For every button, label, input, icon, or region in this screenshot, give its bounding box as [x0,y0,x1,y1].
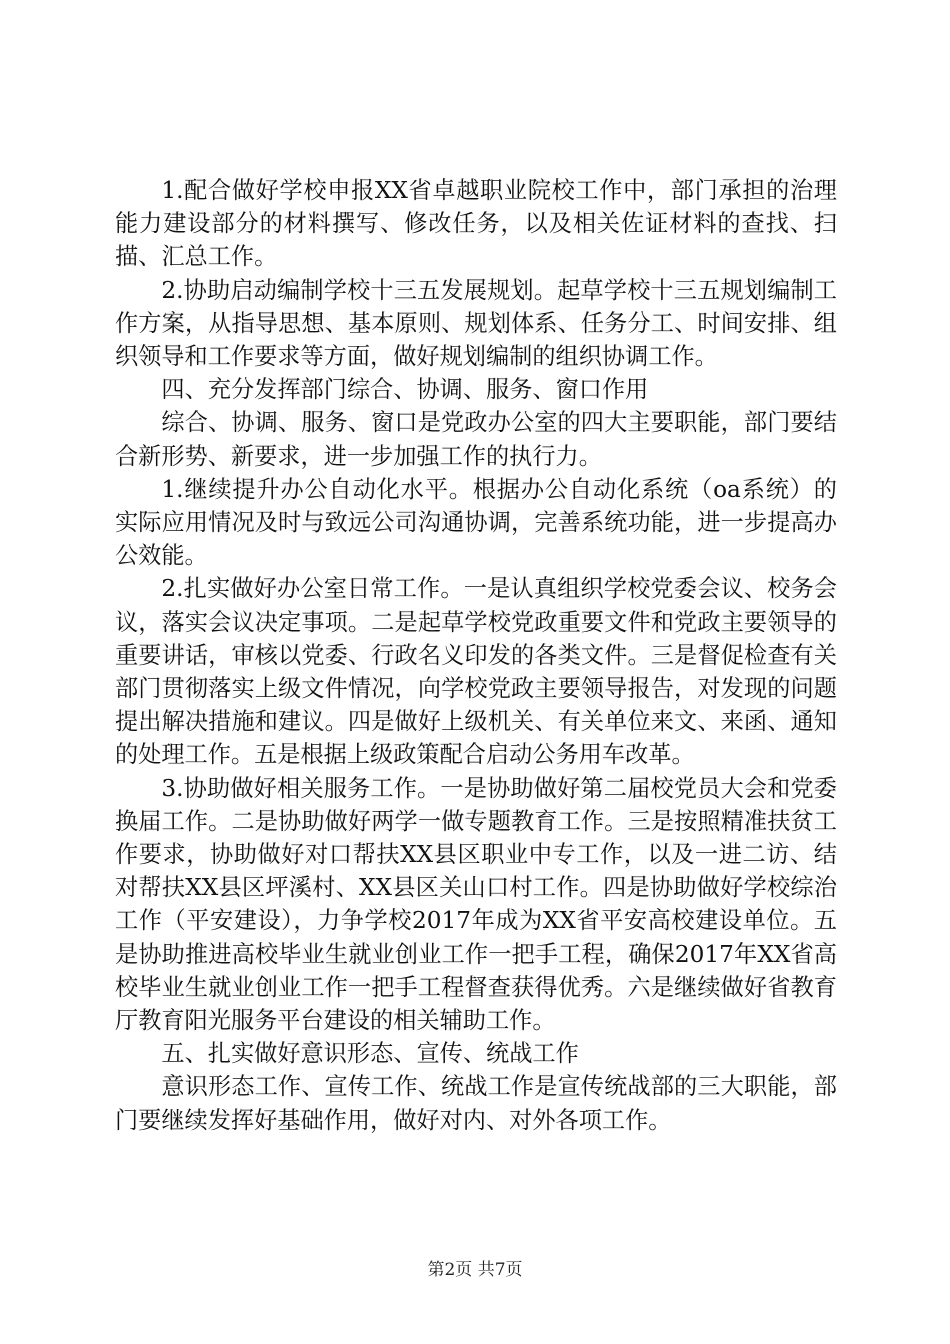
paragraph-4: 1.继续提升办公自动化水平。根据办公自动化系统（oa系统）的实际应用情况及时与致远公司沟通协调，完善系统功能，进一步提高办公效能。 [115,475,837,570]
page-number-footer: 第2页 共7页 [427,1260,523,1280]
paragraph-6: 3.协助做好相关服务工作。一是协助做好第二届校党员大会和党委换届工作。二是协助做好两学一做专题教育工作。三是按照精准扶贫工作要求，协助做好对口帮扶XX县区职业中专工作，以及一进二访、结对帮扶XX县区坪溪村、XX县区关山口村工作。四是协助做好学校综治工作（平安建设），力争学校2017年成为XX省平安高校建设单位。五是协助推进高校毕业生就业创业工作一把手工程，确保2017年XX省高校毕业生就业创业工作一把手工程督查获得优秀。六是继续做好省教育厅教育阳光服务平台建设的相关辅助工作。 [115,774,837,1035]
paragraph-5: 2.扎实做好办公室日常工作。一是认真组织学校党委会议、校务会议，落实会议决定事项。二是起草学校党政重要文件和党政主要领导的重要讲话，审核以党委、行政名义印发的各类文件。三是督促检查有关部门贯彻落实上级文件情况，向学校党政主要领导报告，对发现的问题提出解决措施和建议。四是做好上级机关、有关单位来文、来函、通知的处理工作。五是根据上级政策配合启动公务用车改革。 [115,575,837,769]
section-heading-4: 四、充分发挥部门综合、协调、服务、窗口作用 [161,376,649,404]
section-heading-5: 五、扎实做好意识形态、宣传、统战工作 [161,1040,579,1068]
paragraph-7: 意识形态工作、宣传工作、统战工作是宣传统战部的三大职能，部门要继续发挥好基础作用，做好对内、对外各项工作。 [115,1073,837,1134]
paragraph-1: 1.配合做好学校申报XX省卓越职业院校工作中，部门承担的治理能力建设部分的材料撰写、修改任务，以及相关佐证材料的查找、扫描、汇总工作。 [115,177,837,271]
paragraph-2: 2.协助启动编制学校十三五发展规划。起草学校十三五规划编制工作方案，从指导思想、基本原则、规划体系、任务分工、时间安排、组织领导和工作要求等方面，做好规划编制的组织协调工作。 [115,276,837,371]
paragraph-3: 综合、协调、服务、窗口是党政办公室的四大主要职能，部门要结合新形势、新要求，进一步加强工作的执行力。 [115,409,837,470]
document-body [115,174,837,1137]
